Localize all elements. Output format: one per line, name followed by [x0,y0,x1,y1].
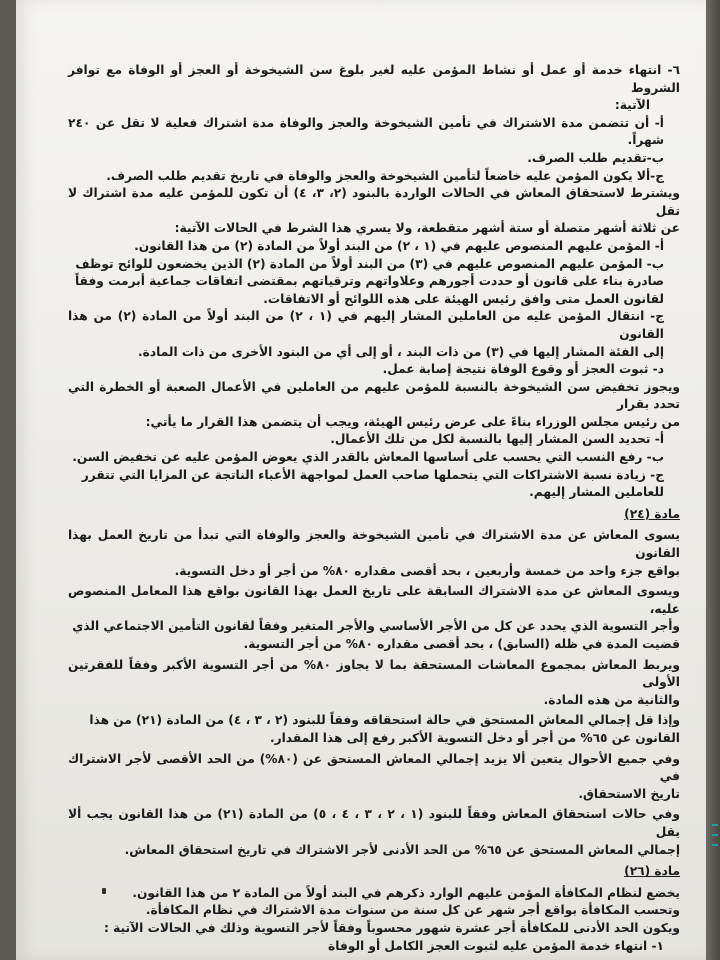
text-line: ٦- انتهاء خدمة أو عمل أو نشاط المؤمن عليه لغير بلوغ سن الشيخوخة أو العجز أو الوفاة مع توافر الشروط [68,63,680,95]
list-item: للعاملين المشار إليهم. [529,485,664,500]
text-line: قضيت المدة في ظله (السابق) ، بحد أقصى مقداره ٨٠% من أجر التسوية. [243,637,680,651]
text-line: إجمالي المعاش المستحق عن ٦٥% من الحد الأدنى لأجر الاشتراك في تاريخ استحقاق المعاش. [124,842,680,857]
text-line: ويجوز تخفيض سن الشيخوخة بالنسبة للمؤمن عليهم من العاملين في الأعمال الصعبة أو الخطرة التي تحدد بقرار [68,379,680,412]
list-item: لقانون العمل متى وافق رئيس الهيئة على هذه اللوائح أو الاتفاقات. [263,291,664,306]
list-item: د- ثبوت العجز أو وقوع الوفاة نتيجة إصابة عمل. [382,362,664,377]
conditions-paragraph [68,185,680,379]
text-line: ب-تقديم طلب الصرف. [527,150,664,165]
list-item: ب- المؤمن عليهم المنصوص عليهم في (٣) من البند أولاً من المادة (٢) الذين يخضعون للوائح توظف [75,256,664,271]
text-line: من رئيس مجلس الوزراء بناءً على عرض رئيس الهيئة، ويجب أن يتضمن هذا القرار ما يأتي: [145,414,680,429]
text-line: ويسوى المعاش عن مدة الاشتراك السابقة على تاريخ العمل بهذا القانون بواقع هذا المعامل المنصوص عليه، [68,584,680,616]
section-6 [68,62,680,185]
text-line: يخضع لنظام المكافأة المؤمن عليهم الوارد ذكرهم في البند أولاً من المادة ٢ من هذا القانون. [132,885,680,900]
text-line: يسوى المعاش عن مدة الاشتراك في تأمين الشيخوخة والعجز والوفاة التي تبدأ من تاريخ العمل بهذا القانون [68,528,680,561]
list-item: أ- المؤمن عليهم المنصوص عليهم في (١ ، ٢) من البند أولاً من المادة (٢) من هذا القانون. [134,238,664,253]
text-line: وإذا قل إجمالي المعاش المستحق في حالة استحقاقه وفقاً للبنود (٢ ، ٣ ، ٤) من المادة (٢١) من هذا [89,713,680,728]
text-line: ويكون الحد الأدنى للمكافأة أجر عشرة شهور محسوباً وفقاً لأجر التسوية وذلك في الحالات الآتية : [104,920,680,935]
article-heading: مادة (٢٦) [624,864,680,879]
list-item: ١- انتهاء خدمة المؤمن عليه لثبوت العجز الكامل أو الوفاة [328,938,664,953]
document-text [68,62,680,955]
text-line: بواقع جزء واحد من خمسة وأربعين ، بحد أقصى مقداره ٨٠% من أجر أو دخل التسوية. [174,563,680,578]
text-line: عن ثلاثة أشهر متصلة أو ستة أشهر متقطعة، ولا يسري هذا الشرط في الحالات الآتية: [174,221,680,236]
article-heading: مادة (٢٤) [624,506,680,521]
list-item: أ- تحديد السن المشار إليها بالنسبة لكل من تلك الأعمال. [330,432,664,447]
list-item: ج- انتقال المؤمن عليه من العاملين المشار إليهم في (١ ، ٢) من البند أولاً من المادة (٢) من هذا القانون [68,309,664,341]
article-24 [68,506,680,859]
text-line: وفي جميع الأحوال يتعين ألا يزيد إجمالي المعاش المستحق عن (٨٠%) من الحد الأقصى لأجر الاشتراك في [68,751,680,784]
text-line: تاريخ الاستحقاق. [578,786,680,801]
text-line: وفي حالات استحقاق المعاش وفقاً للبنود (١ ، ٢ ، ٣ ، ٤ ، ٥) من المادة (٢١) من هذا القانون يجب ألا يقل [68,807,680,839]
list-item: إلى الفئة المشار إليها في (٣) من ذات البند ، أو إلى أي من البنود الأخرى من ذات المادة. [138,344,664,359]
text-line: وأجر التسوية الذي يحدد عن كل من الأجر الأساسي والأجر المتغير وفقاً لقانون التأمين الاجتماعي الذي [72,619,680,634]
text-line: وتحسب المكافأة بواقع أجر شهر عن كل سنة من سنوات مدة الاشتراك في نظام المكافأة. [145,903,680,918]
page-mark [102,888,106,894]
list-item: ب- رفع النسب التي يحسب على أساسها المعاش بالقدر الذي يعوض المؤمن عليه عن تخفيض السن. [72,450,664,465]
text-line: ج-ألا يكون المؤمن عليه خاضعاً لتأمين الشيخوخة والعجز والوفاة في تاريخ تقديم طلب الصرف. [106,168,664,183]
text-line: أ- أن تتضمن مدة الاشتراك في تأمين الشيخوخة والعجز والوفاة مدة اشتراك فعلية لا تقل عن ٢٤٠ شهراً. [68,115,664,148]
text-line: ويشترط لاستحقاق المعاش في الحالات الواردة بالبنود (٢، ٣، ٤) أن تكون للمؤمن عليه مدة اشتراك لا تقل [68,186,680,218]
text-line: والثانية من هذه المادة. [543,692,680,707]
text-line: ويربط المعاش بمجموع المعاشات المستحقة بما لا يجاوز ٨٠% من أجر التسوية الأكبر وفقاً للفقرتين الأولى [68,657,680,690]
list-item: ج- زيادة نسبة الاشتراكات التي يتحملها صاحب العمل لمواجهة الأعباء الناتجة عن المزايا التي تتقرر [81,467,664,482]
background-strip [706,0,720,960]
document-page [16,0,706,960]
reduction-paragraph [68,379,680,502]
text-line: الآتية: [614,98,650,113]
article-26 [68,863,680,955]
list-item: صادرة بناء على قانون أو حددت أجورهم وعلاواتهم وترقياتهم بمقتضى اتفاقات جماعية أبرمت وفقاً [74,274,664,289]
text-line: القانون عن ٦٥% من أجر أو دخل التسوية الأكبر رفع إلى هذا المقدار. [269,730,680,745]
